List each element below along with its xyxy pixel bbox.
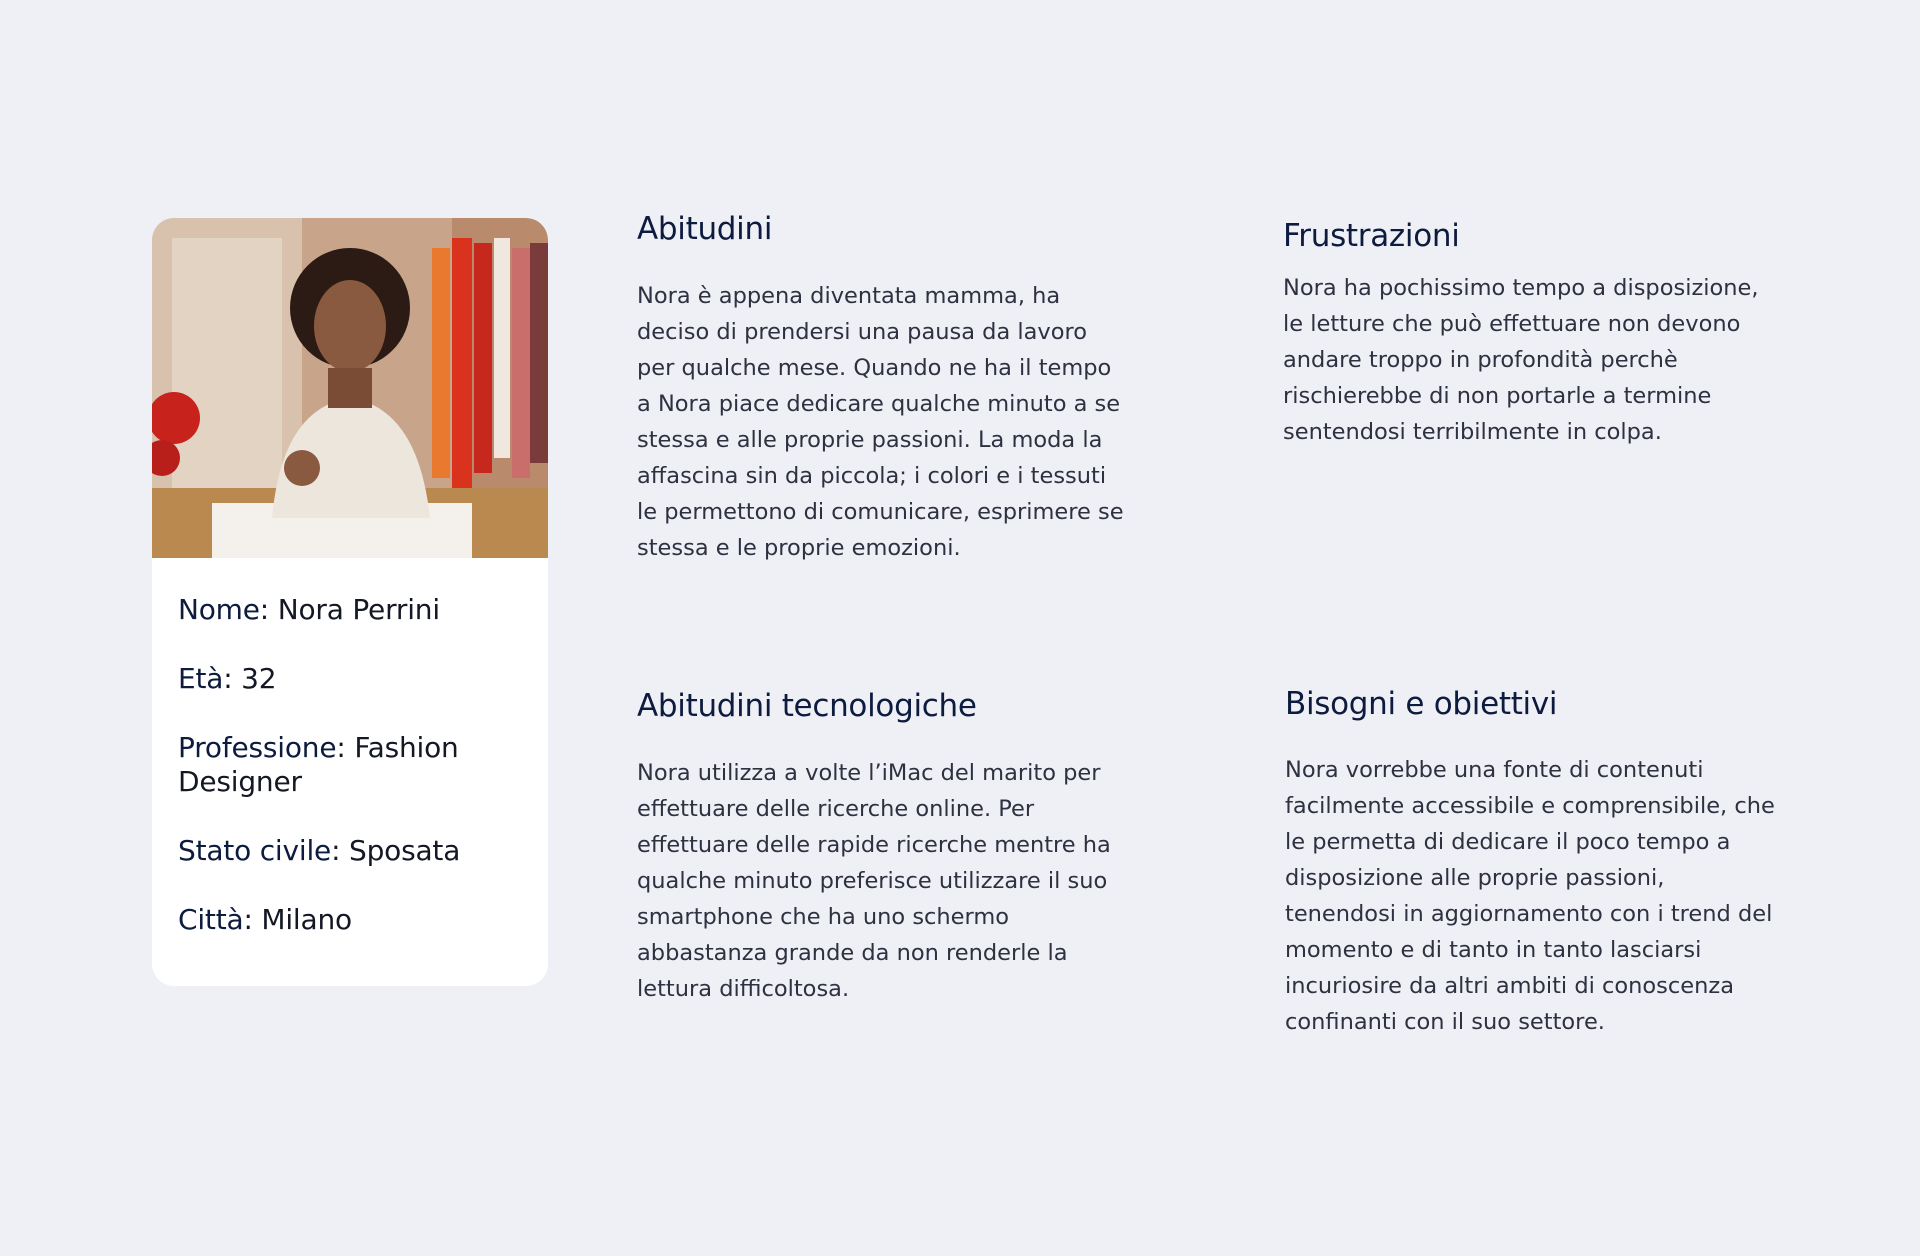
field-city-label: Città xyxy=(178,903,244,936)
field-name-label: Nome xyxy=(178,593,260,626)
persona-card xyxy=(152,218,548,986)
persona-fields xyxy=(178,593,528,972)
section-frustrations-title: Frustrazioni xyxy=(1283,218,1460,254)
field-name: Nome: Nora Perrini xyxy=(178,593,440,626)
section-frustrations xyxy=(1283,216,1773,450)
section-tech-habits xyxy=(637,686,1127,1007)
field-age: Età: 32 xyxy=(178,662,277,695)
portrait-photo-icon xyxy=(152,218,548,558)
field-age-label: Età xyxy=(178,662,224,695)
field-profession-value: Fashion Designer xyxy=(178,731,459,798)
section-tech-habits-text: Nora utilizza a volte l’iMac del marito per effettuare delle ricerche online. Per effettuare delle rapide ricerche mentre ha qualche minuto preferisce utilizzare il suo smartphone che ha uno schermo abbastanza grande da non renderle la lettura difficoltosa. xyxy=(637,760,1111,1002)
section-habits-text: Nora è appena diventata mamma, ha deciso di prendersi una pausa da lavoro per qualche mese. Quando ne ha il tempo a Nora piace dedicare qualche minuto a se stessa e alle proprie passioni. La moda la affascina sin da piccola; i colori e i tessuti le permettono di comunicare, esprimere se stessa e le proprie emozioni. xyxy=(637,283,1124,561)
field-marital-status-value: Sposata xyxy=(349,834,461,867)
field-profession-label: Professione xyxy=(178,731,337,764)
field-marital-status-label: Stato civile xyxy=(178,834,332,867)
section-tech-habits-title: Abitudini tecnologiche xyxy=(637,688,977,724)
field-name-value: Nora Perrini xyxy=(277,593,440,626)
section-habits xyxy=(637,209,1127,566)
field-profession: Professione: Fashion Designer xyxy=(178,731,459,798)
persona-photo xyxy=(152,218,548,558)
section-needs-goals-text: Nora vorrebbe una fonte di contenuti facilmente accessibile e comprensibile, che le permetta di dedicare il poco tempo a disposizione alle proprie passioni, tenendosi in aggiornamento con i trend del momento e di tanto in tanto lasciarsi incuriosire da altri ambiti di conoscenza confinanti con il suo settore. xyxy=(1285,757,1775,1035)
section-needs-goals xyxy=(1285,684,1775,1040)
field-city-value: Milano xyxy=(261,903,352,936)
section-needs-goals-title: Bisogni e obiettivi xyxy=(1285,686,1558,722)
section-frustrations-text: Nora ha pochissimo tempo a disposizione, le letture che può effettuare non devono andare troppo in profondità perchè rischierebbe di non portarle a termine sentendosi terribilmente in colpa. xyxy=(1283,275,1759,445)
field-marital-status: Stato civile: Sposata xyxy=(178,834,461,867)
field-city: Città: Milano xyxy=(178,903,352,936)
field-age-value: 32 xyxy=(241,662,277,695)
section-habits-title: Abitudini xyxy=(637,211,773,247)
